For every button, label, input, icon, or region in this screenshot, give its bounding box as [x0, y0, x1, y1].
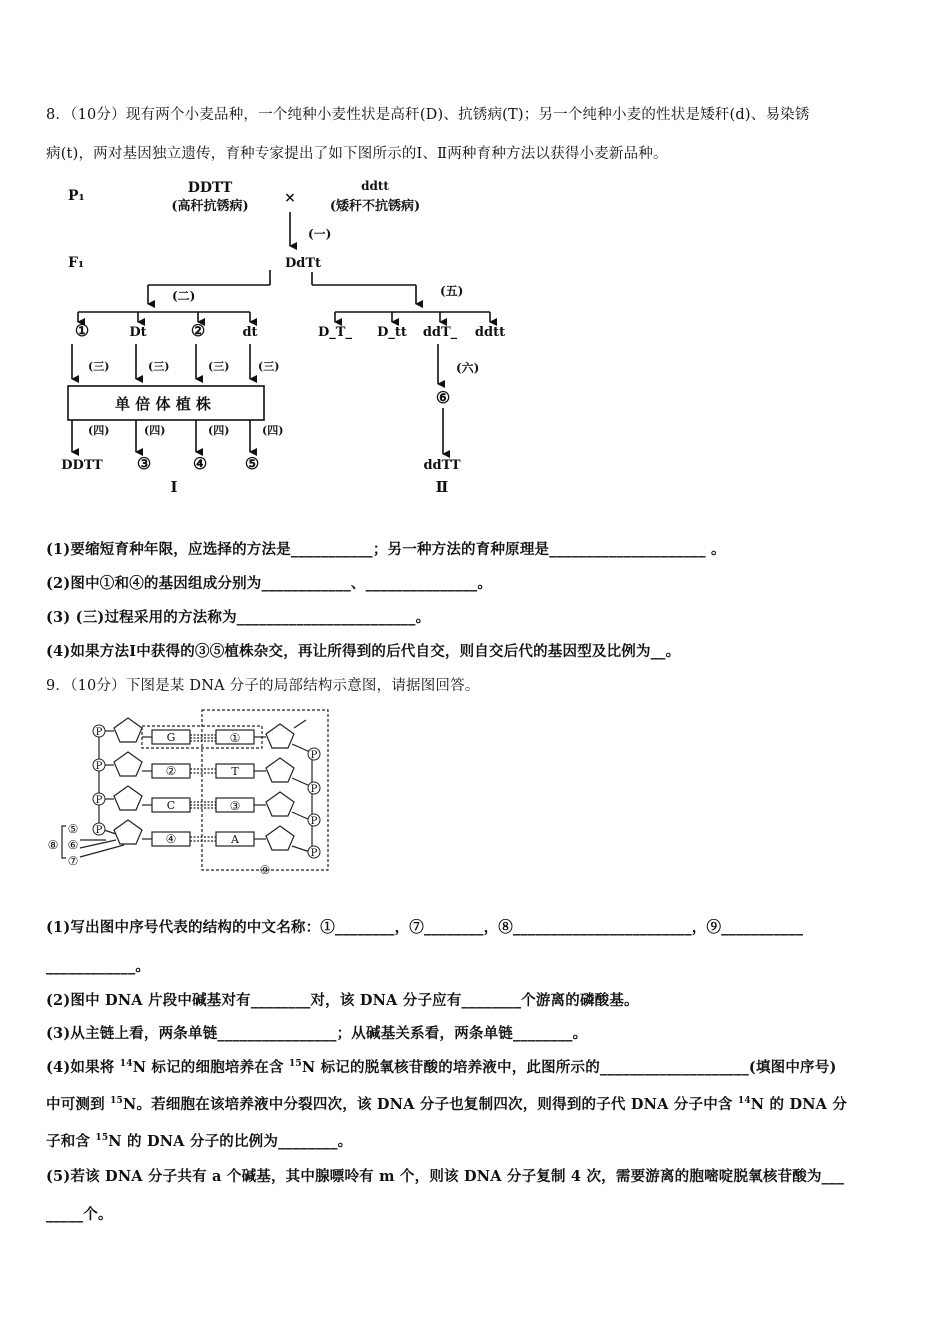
base-2: ②: [165, 764, 177, 778]
step-2-label: (二): [172, 289, 196, 303]
label-8: ⑧: [47, 838, 59, 852]
q9-sub5-line1: (5)若该 DNA 分子共有 a 个碱基，其中腺嘌呤有 m 个，则该 DNA 分子复制 4 次，需要游离的胞嘧啶脱氧核苷酸为___: [46, 1168, 845, 1185]
step-1-label: (一): [308, 227, 332, 241]
parent2-genotype: ddtt: [361, 179, 389, 193]
phosphate-8: P: [310, 848, 318, 859]
gamete-Dt: Dt: [129, 325, 147, 340]
step-5-label: (五): [440, 284, 464, 298]
base-3: ③: [229, 799, 241, 813]
label-6: ⑥: [67, 838, 79, 852]
result-ddTT: ddTT: [423, 458, 461, 473]
parent1-trait: (高秆抗锈病): [171, 199, 249, 214]
q8-intro-line1: 8．（10分）现有两个小麦品种，一个纯种小麦性状是高秆(D)、抗锈病(T)；另一个纯种小麦的性状是矮秆(d)、易染锈: [46, 107, 810, 123]
q9-sub4-line1: (4)如果将 $^{14}$N 标记的细胞培养在含 $^{15}$N 标记的脱氧核苷酸的培养液中，此图所示的____________________(填图中序号): [46, 1059, 837, 1076]
step-3-label-b: (三): [148, 360, 170, 373]
base-T: T: [231, 765, 239, 778]
q9-sub1-line1: (1)写出图中序号代表的结构的中文名称：①________，⑦________，⑧________________________，⑨___________: [46, 919, 804, 936]
label-9: ⑨: [259, 863, 271, 876]
method-II-label: Ⅱ: [435, 478, 449, 496]
q9-sub4-line3: 子和含 $^{15}$N 的 DNA 分子的比例为________。: [46, 1133, 353, 1150]
step-3-label-c: (三): [208, 360, 230, 373]
step-4-label-b: (四): [144, 424, 166, 437]
base-A: A: [231, 833, 239, 846]
phosphate-6: P: [310, 784, 318, 795]
step-3-label-a: (三): [88, 360, 110, 373]
offspring-ddtt: ddtt: [474, 325, 506, 340]
phosphate-1: P: [95, 727, 103, 738]
label-7: ⑦: [67, 854, 79, 868]
phosphate-3: P: [95, 795, 103, 806]
gamete-dt: dt: [242, 325, 258, 340]
step-4-label-a: (四): [88, 424, 110, 437]
node-6: ⑥: [435, 388, 451, 407]
step-3-label-d: (三): [258, 360, 280, 373]
gamete-2: ②: [190, 321, 206, 340]
phosphate-4: P: [95, 825, 103, 836]
q9-sub5-line2: _____个。: [46, 1206, 113, 1223]
f1-genotype: DdTt: [284, 256, 322, 271]
gamete-1: ①: [74, 321, 90, 340]
base-G: G: [166, 731, 176, 744]
p1-label: P₁: [68, 188, 85, 204]
offspring-D_T_: D_T_: [318, 325, 352, 340]
method-I-label: Ⅰ: [170, 478, 178, 496]
cross-symbol: ×: [284, 190, 296, 206]
parent2-trait: (矮秆不抗锈病): [329, 199, 421, 214]
phosphate-5: P: [310, 750, 318, 761]
base-C: C: [166, 799, 176, 812]
output-5: ⑤: [244, 454, 260, 473]
step-6-label: (六): [456, 361, 480, 375]
q8-intro-line2: 病(t)，两对基因独立遗传，育种专家提出了如下图所示的Ⅰ、Ⅱ两种育种方法以获得小麦新品种。: [46, 146, 668, 162]
phosphate-7: P: [310, 816, 318, 827]
offspring-ddT_: ddT_: [422, 325, 458, 340]
q8-sub2: (2)图中①和④的基因组成分别为____________、_______________。: [46, 575, 493, 592]
q8-sub1: (1)要缩短育种年限，应选择的方法是___________；另一种方法的育种原理是_____________________ 。: [46, 541, 726, 558]
q9-sub1-line2: ____________。: [46, 958, 151, 975]
dna-structure-diagram: [44, 704, 344, 876]
step-4-label-d: (四): [262, 424, 284, 437]
offspring-D_tt: D_tt: [377, 325, 407, 340]
parent1-genotype: DDTT: [187, 180, 233, 196]
step-4-label-c: (四): [208, 424, 230, 437]
base-4: ④: [165, 832, 177, 846]
q9-intro: 9．（10分）下图是某 DNA 分子的局部结构示意图，请据图回答。: [46, 678, 480, 694]
base-1: ①: [229, 731, 241, 745]
output-DDTT: DDTT: [61, 458, 103, 473]
breeding-diagram: [60, 172, 520, 502]
q9-sub3: (3)从主链上看，两条单链________________；从碱基关系看，两条单链________。: [46, 1025, 588, 1042]
label-5: ⑤: [67, 822, 79, 836]
output-3: ③: [136, 454, 152, 473]
q9-sub4-line2: 中可测到 $^{15}$N。若细胞在该培养液中分裂四次，该 DNA 分子也复制四次，则得到的子代 DNA 分子中含 $^{14}$N 的 DNA 分: [46, 1096, 848, 1113]
haploid-box-label: 单 倍 体 植 株: [115, 395, 211, 413]
phosphate-2: P: [95, 761, 103, 772]
output-4: ④: [192, 454, 208, 473]
q8-sub4: (4)如果方法Ⅰ中获得的③⑤植株杂交，再让所得到的后代自交，则自交后代的基因型及比例为__。: [46, 643, 681, 660]
q8-sub3: (3) (三)过程采用的方法称为________________________。: [46, 609, 431, 626]
f1-label: F₁: [68, 255, 85, 271]
q9-sub2: (2)图中 DNA 片段中碱基对有________对，该 DNA 分子应有________个游离的磷酸基。: [46, 992, 639, 1009]
